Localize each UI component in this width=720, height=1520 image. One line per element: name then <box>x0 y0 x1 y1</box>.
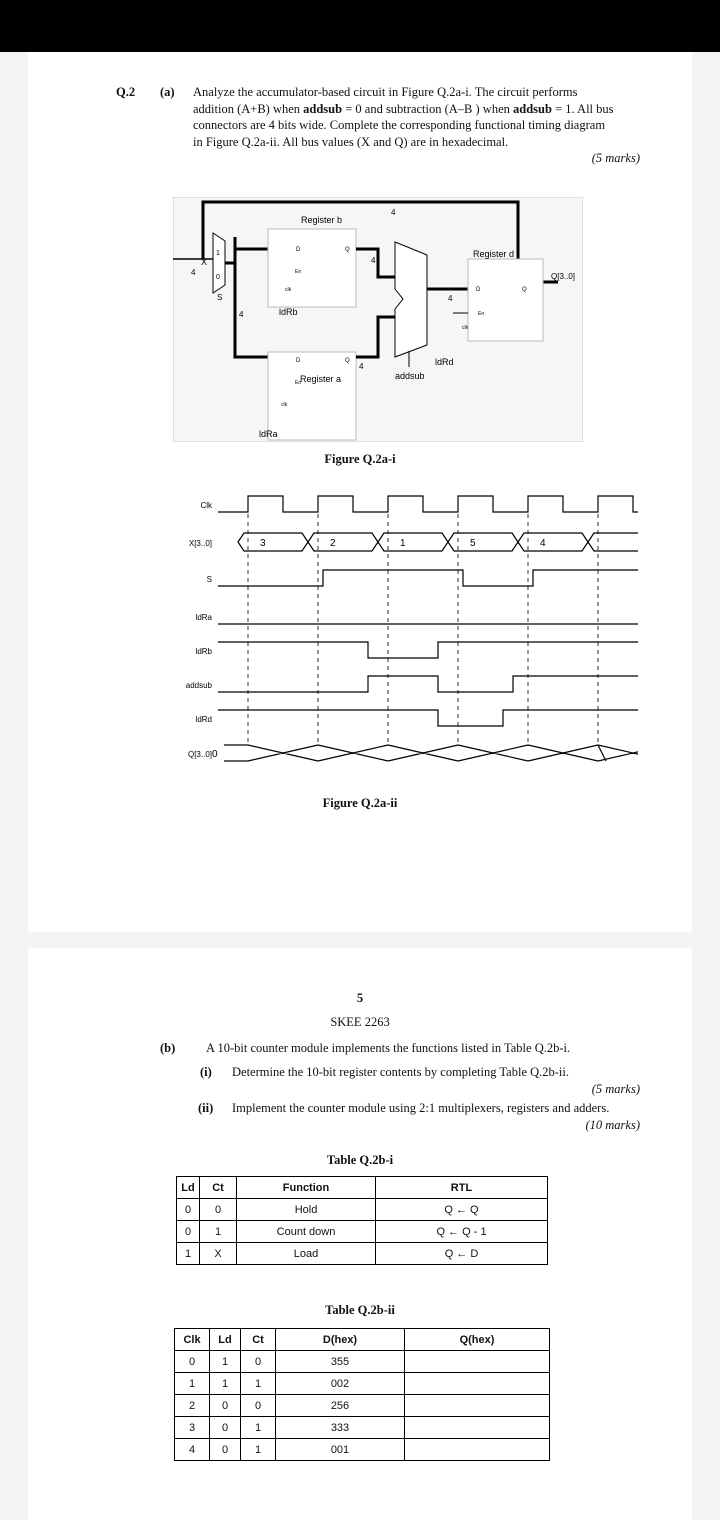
part-b-ii-text: Implement the counter module using 2:1 multiplexers, registers and adders. <box>232 1101 610 1115</box>
part-b-label: (b) <box>160 1041 176 1055</box>
course-code: SKEE 2263 <box>330 1015 390 1029</box>
signal-label: ldRb <box>195 647 212 656</box>
table-row <box>177 1243 548 1265</box>
table-cell <box>405 1351 550 1373</box>
table-cell: Load <box>237 1243 376 1265</box>
table-cell: 1 <box>241 1417 276 1439</box>
mux-out-width: 4 <box>239 310 244 319</box>
x-bus-value: 4 <box>540 538 546 549</box>
table-cell <box>405 1395 550 1417</box>
question-number: Q.2 <box>116 85 136 99</box>
reg-b-q: Q <box>345 247 350 253</box>
signal-label: ldRd <box>195 715 212 724</box>
x-bus-value: 3 <box>260 538 266 549</box>
reg-b-en: En <box>295 269 302 275</box>
s-wave <box>218 570 638 586</box>
signal-label: Q[3..0] <box>187 750 212 759</box>
table-cell <box>405 1373 550 1395</box>
x-bus-value: 1 <box>400 538 406 549</box>
signal-label: X[3..0] <box>188 539 212 548</box>
table-1-title: Table Q.2b-i <box>326 1153 394 1167</box>
ldrd-wave <box>218 710 638 726</box>
timing-diagram <box>138 478 638 778</box>
ldra-label: ldRa <box>259 429 278 439</box>
mux-label-0: 0 <box>216 274 220 281</box>
table-cell: 1 <box>210 1373 241 1395</box>
part-a-line-2-c: = 0 and subtraction (A–B ) when <box>342 101 513 116</box>
signal-label: ldRa <box>195 613 212 622</box>
table-cell: 3 <box>175 1417 210 1439</box>
part-b-text: A 10-bit counter module implements the functions listed in Table Q.2b-i. <box>206 1041 571 1055</box>
register-b-label: Register b <box>301 215 343 225</box>
table-cell: 1 <box>241 1373 276 1395</box>
table-q2b-ii <box>174 1328 550 1461</box>
ldrb-label: ldRb <box>279 307 298 317</box>
part-a-line-2 <box>193 101 641 118</box>
part-a-line-3: connectors are 4 bits wide. Complete the corresponding functional timing diagram <box>193 118 606 132</box>
part-a-label: (a) <box>160 85 175 99</box>
x-label: X <box>201 257 208 267</box>
figure-ii-caption: Figure Q.2a-ii <box>322 796 398 810</box>
table-cell <box>405 1439 550 1461</box>
feedback-width: 4 <box>391 208 396 217</box>
ldrb-wave <box>218 642 638 658</box>
register-d-label: Register d <box>473 249 515 259</box>
register-a-label: Register a <box>300 374 342 384</box>
reg-d-clk: clk <box>462 325 469 331</box>
s-label: S <box>217 293 223 302</box>
document-page-1 <box>28 52 692 932</box>
reg-b-out-width: 4 <box>371 256 376 265</box>
table-cell: 4 <box>175 1439 210 1461</box>
table-cell: Hold <box>237 1199 376 1221</box>
table-cell: 2 <box>175 1395 210 1417</box>
table-cell: 0 <box>210 1439 241 1461</box>
table-row <box>177 1199 548 1221</box>
part-a-line-4: in Figure Q.2a-ii. All bus values (X and Q) are in hexadecimal. <box>193 134 509 149</box>
table-1-header: Ld <box>177 1177 200 1199</box>
table-cell: 001 <box>276 1439 405 1461</box>
table-q2b-i <box>176 1176 548 1265</box>
mux-label-1: 1 <box>216 250 220 257</box>
reg-a-en: En <box>295 380 302 386</box>
reg-a-q: Q <box>345 358 350 364</box>
table-cell: 1 <box>175 1373 210 1395</box>
reg-a-d: D <box>296 358 301 364</box>
table-cell: 0 <box>200 1199 237 1221</box>
reg-d-en: En <box>478 311 485 317</box>
part-a-line-1: Analyze the accumulator-based circuit in Figure Q.2a-i. The circuit performs <box>193 85 578 99</box>
part-a-line-2-a: addition (A+B) when <box>193 101 304 116</box>
table-row <box>175 1417 550 1439</box>
register-d <box>468 259 543 341</box>
adder-out-width: 4 <box>448 294 453 303</box>
reg-a-clk: clk <box>281 402 288 408</box>
part-a-line-2-e: = 1. All bus <box>551 101 614 116</box>
figure-i-caption: Figure Q.2a-i <box>324 452 396 466</box>
table-2-header: Clk <box>175 1329 210 1351</box>
page-number: 5 <box>356 991 364 1005</box>
ldrd-label: ldRd <box>435 357 454 367</box>
reg-d-d: D <box>476 287 481 293</box>
table-cell: 256 <box>276 1395 405 1417</box>
table-1-header: Function <box>237 1177 376 1199</box>
reg-b-clk: clk <box>285 287 292 293</box>
table-2-title: Table Q.2b-ii <box>325 1303 395 1317</box>
q-initial-value: 0 <box>212 749 218 760</box>
addsub-wave <box>218 676 638 692</box>
part-b-i-marks: (5 marks) <box>591 1082 640 1096</box>
register-b <box>268 229 356 307</box>
signal-label: Clk <box>200 501 212 510</box>
table-cell: 0 <box>210 1417 241 1439</box>
reg-b-d: D <box>296 247 301 253</box>
table-2-header: Ct <box>241 1329 276 1351</box>
input-mux <box>213 233 225 293</box>
part-a-text <box>193 84 641 150</box>
q-bus-wave <box>224 745 638 761</box>
x-width: 4 <box>191 268 196 277</box>
x-bus-value: 2 <box>330 538 336 549</box>
table-cell: 0 <box>177 1221 200 1243</box>
clock-wave <box>218 496 638 512</box>
table-cell: 355 <box>276 1351 405 1373</box>
reg-d-q: Q <box>522 287 527 293</box>
signal-label: S <box>206 575 212 584</box>
part-a-line-2-b: addsub <box>303 101 343 116</box>
table-cell: 333 <box>276 1417 405 1439</box>
part-a-marks: (5 marks) <box>591 151 640 165</box>
table-cell: Q ← Q - 1 <box>376 1221 548 1243</box>
part-a-line-2-d: addsub <box>513 101 552 116</box>
table-row <box>177 1221 548 1243</box>
x-bus-value: 5 <box>470 538 476 549</box>
table-cell: X <box>200 1243 237 1265</box>
table-cell: 0 <box>241 1351 276 1373</box>
table-cell: 0 <box>175 1351 210 1373</box>
table-cell: 1 <box>177 1243 200 1265</box>
table-1-header: Ct <box>200 1177 237 1199</box>
circuit-figure <box>173 197 583 442</box>
table-cell: 0 <box>241 1395 276 1417</box>
table-cell: 0 <box>177 1199 200 1221</box>
table-cell: 1 <box>241 1439 276 1461</box>
part-b-ii-marks: (10 marks) <box>585 1118 640 1132</box>
part-b-i-text: Determine the 10-bit register contents by completing Table Q.2b-ii. <box>232 1065 569 1079</box>
table-2-header: Q(hex) <box>405 1329 550 1351</box>
table-cell: Count down <box>237 1221 376 1243</box>
signal-label: addsub <box>185 681 212 690</box>
table-row <box>175 1439 550 1461</box>
table-1-header: RTL <box>376 1177 548 1199</box>
table-row <box>175 1395 550 1417</box>
document-page-2 <box>28 948 692 1520</box>
table-cell: Q ← D <box>376 1243 548 1265</box>
table-cell: 0 <box>210 1395 241 1417</box>
q-out-label: Q[3..0] <box>551 272 576 281</box>
table-row <box>175 1373 550 1395</box>
register-a <box>268 352 356 440</box>
table-2-header: Ld <box>210 1329 241 1351</box>
table-row <box>175 1351 550 1373</box>
status-bar <box>0 0 720 52</box>
table-2-header: D(hex) <box>276 1329 405 1351</box>
table-cell: 1 <box>210 1351 241 1373</box>
part-b-ii-label: (ii) <box>198 1101 214 1115</box>
table-cell: 002 <box>276 1373 405 1395</box>
table-cell <box>405 1417 550 1439</box>
x-bus-wave <box>238 533 638 551</box>
part-b-i-label: (i) <box>200 1065 212 1079</box>
table-cell: Q ← Q <box>376 1199 548 1221</box>
reg-a-out-width: 4 <box>359 362 364 371</box>
table-cell: 1 <box>200 1221 237 1243</box>
addsub-label: addsub <box>395 371 425 381</box>
